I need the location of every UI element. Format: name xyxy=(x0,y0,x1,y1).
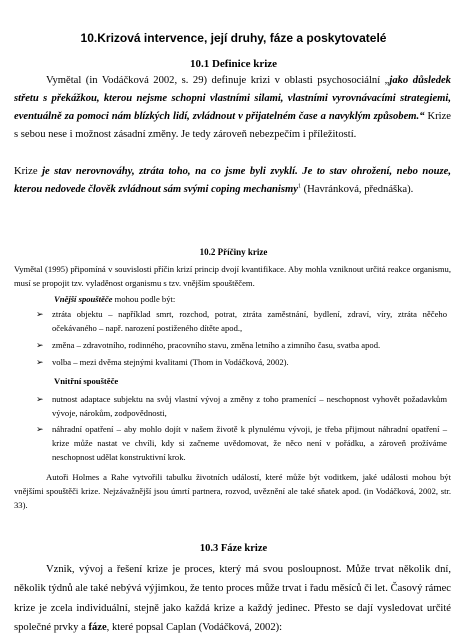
outer-triggers-suffix: mohou podle být: xyxy=(112,294,176,304)
section-heading-causes: 10.2 Příčiny krize xyxy=(199,247,268,257)
section-heading-definition: 10.1 Definice krize xyxy=(189,58,278,70)
life-events-paragraph: Autoři Holmes a Rahe vytvořili tabulku životních událostí, které může být voditkem, jaké události mohou být vnějšími spouštěči krize. Nejzávažnější jsou úmrtí partnera, rozvod, uvěznění ale také sňatek apod. (in Vodáčková, 2002, str. 33). xyxy=(14,472,451,511)
causes-intro: Vymětal (1995) připomíná v souvislosti příčin krizí princip dvojí kvantifikace. Aby mohla vzniknout určitá reakce organismu, musí se propojit tzv. vyladěnost organismu s tzv. vnějším spouštěčem. xyxy=(14,264,451,289)
definition-quote: jako důsledek střetu s překážkou, kterou nejsme schopni vlastními silami, vlastními vyrovnávacími strategiemi, eventuálně za pomoci nám blízkých lidí, zvládnout v přijatelném čase a navyklým způsobem.“ xyxy=(14,75,451,123)
definition-text-intro: Vymětal (in Vodáčková 2002, s. 29) definuje krizi v oblasti psychosociální „ xyxy=(46,75,390,86)
crisis-source: (Havránková, přednáška). xyxy=(300,184,414,196)
crisis-definition: je stav nerovnováhy, ztráta toho, na co jsme byli zvyklí. Je to stav ohrožení, nebo nouze, kterou nedovede člověk zvládnout sám svými coping mechanismy xyxy=(14,166,451,196)
bullet-arrow-icon: ➢ xyxy=(36,340,44,350)
section-heading-phases: 10.3 Fáze krize xyxy=(199,543,268,554)
list-item xyxy=(36,338,447,352)
bullet-arrow-icon: ➢ xyxy=(36,394,44,404)
bullet-arrow-icon: ➢ xyxy=(36,424,44,434)
outer-triggers-title: Vnější spouštěče xyxy=(54,294,113,304)
outer-trigger-item: volba – mezi dvěma stejnými kvalitami (Thom in Vodáčková, 2002). xyxy=(52,357,289,367)
definition-paragraph xyxy=(14,72,451,144)
crisis-text-start: Krize xyxy=(14,166,43,177)
definition-text-tail: Krize s sebou nese i možnost zásadní změny. Je tedy zároveň nebezpečím i příležitostí. xyxy=(14,111,451,141)
phases-text: Vznik, vývoj a řešení krize je proces, který má svou posloupnost. Může trvat několik dní, několik týdnů ale také nebývá výjimkou, že tento proces může trvat i řadu měsíců či let. Časový rámec krize je zcela individuální, stejně jako každá krize a každý jedinec. Přesto se dají vysledovat určité společné prvky a xyxy=(14,564,451,634)
outer-triggers-label xyxy=(54,292,444,306)
chapter-title: 10.Krizová intervence, její druhy, fáze a poskytovatelé xyxy=(80,31,387,45)
list-item xyxy=(36,422,447,464)
inner-trigger-item: náhradní opatření – aby mohlo dojít v našem životě k plynulému vývoji, je třeba přijmout náhradní opatření – krize může nastat ve chvíli, kdy si začneme uvědomovat, že něco není v pořádku, a zároveň prožíváme neschopnost udělat konstruktivní krok. xyxy=(52,424,447,463)
list-item xyxy=(36,392,447,420)
outer-trigger-item: ztráta objektu – například smrt, rozchod, potrat, ztráta zaměstnání, bydlení, zdraví, víry, ztráta něčeho očekávaného – např. narození postiženého dítěte apod., xyxy=(52,309,447,334)
inner-trigger-item: nutnost adaptace subjektu na svůj vlastní vývoj a změny z toho pramenící – neschopnost vyhovět požadavkům vývoje, nárokům, zodpovědnosti, xyxy=(52,394,447,419)
footnote-marker[interactable]: 1 xyxy=(297,183,301,190)
list-item xyxy=(36,355,447,369)
bullet-arrow-icon: ➢ xyxy=(36,309,44,319)
phases-keyword: fáze xyxy=(88,622,107,634)
bullet-arrow-icon: ➢ xyxy=(36,357,44,367)
inner-triggers-title: Vnitřní spouštěče xyxy=(54,376,119,386)
list-item xyxy=(36,307,447,335)
outer-trigger-item: změna – zdravotního, rodinného, pracovního stavu, změna letního a zimního času, svatba apod. xyxy=(52,340,381,350)
phases-text-tail: , které popsal Caplan (Vodáčková, 2002): xyxy=(106,622,283,634)
crisis-paragraph xyxy=(14,163,451,199)
phases-paragraph xyxy=(14,560,451,638)
